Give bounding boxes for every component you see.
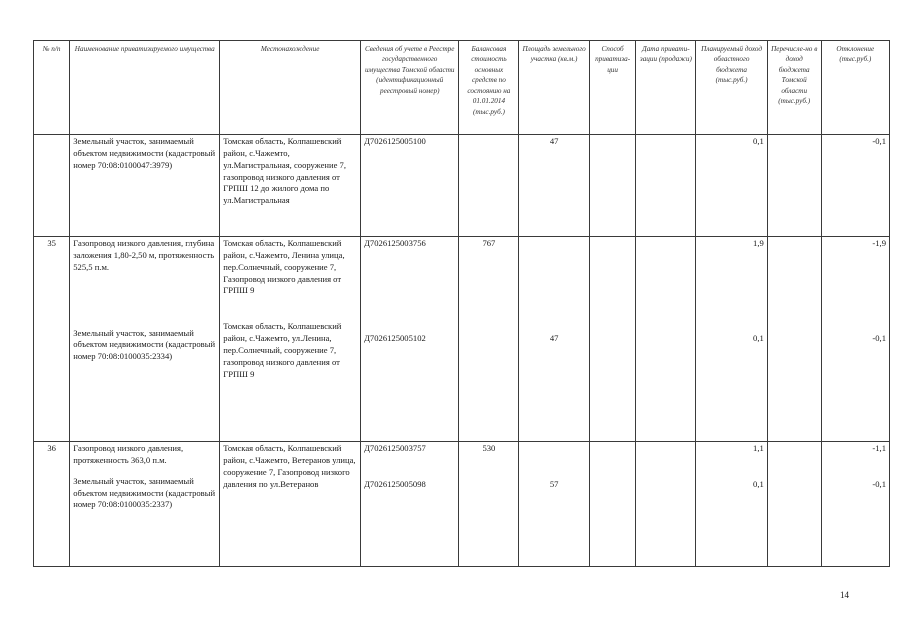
cell-num <box>34 135 70 237</box>
header-num: № п/п <box>34 41 70 135</box>
cell-book-value: 767 <box>459 237 519 442</box>
item-deviation: -1,1 <box>872 443 886 453</box>
cell-deviation: -0,1 <box>821 135 889 237</box>
cell-area: 47 <box>519 135 589 237</box>
item-area <box>522 238 585 250</box>
cell-transferred <box>767 135 821 237</box>
item-location: Томская область, Колпашевский район, с.Чажемто, ул.Ленина, пер.Солнечный, сооружение 7, газопровод низкого давления от ГРПШ 9 <box>223 321 342 379</box>
cell-method <box>589 442 636 567</box>
cell-area <box>519 442 589 567</box>
table-row <box>34 442 890 567</box>
cell-book-value <box>459 135 519 237</box>
item-deviation: -0,1 <box>872 332 886 343</box>
cell-date <box>636 442 696 567</box>
cell-name <box>70 442 220 567</box>
cell-date <box>636 237 696 442</box>
item-income: 1,9 <box>753 238 764 248</box>
cell-transferred <box>767 442 821 567</box>
cell-planned-income <box>696 442 767 567</box>
header-planned-income: Планируемый доход областного бюджета (тыс.руб.) <box>696 41 767 135</box>
cell-location: Томская область, Колпашевский район, с.Чажемто, Ветеранов улица, сооружение 7, Газопровод низкого давления по ул.Ветеранов <box>220 442 361 567</box>
table-header-row <box>34 41 890 135</box>
item-name: Газопровод низкого давления, протяженность 363,0 п.м. <box>73 443 184 465</box>
header-method: Способ приватиза-ции <box>589 41 636 135</box>
header-area: Площадь земельного участка (кв.м.) <box>519 41 589 135</box>
item-income: 1,1 <box>753 443 764 453</box>
cell-planned-income <box>696 237 767 442</box>
cell-transferred <box>767 237 821 442</box>
table-row <box>34 237 890 442</box>
item-area: 47 <box>549 333 559 343</box>
header-name: Наименование приватизируемого имущества <box>70 41 220 135</box>
cell-planned-income: 0,1 <box>696 135 767 237</box>
privatization-table <box>33 40 890 567</box>
cell-method <box>589 135 636 237</box>
item-name: Газопровод низкого давления, глубина заложения 1,80-2,50 м, протяженность 525,5 п.м. <box>73 238 215 272</box>
header-deviation: Отклонение (тыс.руб.) <box>821 41 889 135</box>
item-deviation: -0,1 <box>872 478 886 489</box>
item-area: 57 <box>549 479 559 489</box>
cell-method <box>589 237 636 442</box>
item-registry: Д7026125005102 <box>364 332 426 343</box>
item-registry: Д7026125003757 <box>364 443 426 453</box>
cell-registry <box>361 442 459 567</box>
cell-num: 35 <box>34 237 70 442</box>
item-registry: Д7026125003756 <box>364 238 426 248</box>
header-book-value: Балансовая стоимость основных средств по состоянию на 01.01.2014 (тыс.руб.) <box>459 41 519 135</box>
item-deviation: -1,9 <box>872 238 886 248</box>
header-transferred: Перечисле-но в доход бюджета Томской области (тыс.руб.) <box>767 41 821 135</box>
table-row <box>34 135 890 237</box>
page-number: 14 <box>840 590 849 600</box>
item-income: 0,1 <box>753 478 764 489</box>
cell-name: Земельный участок, занимаемый объектом недвижимости (кадастровый номер 70:08:0100047:3979) <box>70 135 220 237</box>
cell-registry <box>361 237 459 442</box>
cell-registry: Д7026125005100 <box>361 135 459 237</box>
item-name: Земельный участок, занимаемый объектом недвижимости (кадастровый номер 70:08:0100035:2334) <box>73 327 216 362</box>
item-registry: Д7026125005098 <box>364 478 426 489</box>
cell-book-value: 530 <box>459 442 519 567</box>
cell-deviation <box>821 442 889 567</box>
header-registry: Сведения об учете в Реестре государственного имущества Томской области (идентификационный реестровый номер) <box>361 41 459 135</box>
cell-deviation <box>821 237 889 442</box>
cell-name <box>70 237 220 442</box>
item-income: 0,1 <box>753 332 764 343</box>
cell-date <box>636 135 696 237</box>
cell-location: Томская область, Колпашевский район, с.Чажемто, ул.Магистральная, сооружение 7, газопровод низкого давления от ГРПШ 12 до жилого дома по ул.Магистральная <box>220 135 361 237</box>
header-date: Дата привати-зации (продажи) <box>636 41 696 135</box>
cell-num: 36 <box>34 442 70 567</box>
header-location: Местонахождение <box>220 41 361 135</box>
item-name: Земельный участок, занимаемый объектом недвижимости (кадастровый номер 70:08:0100035:2337) <box>73 475 216 510</box>
cell-location <box>220 237 361 442</box>
cell-area <box>519 237 589 442</box>
item-location: Томская область, Колпашевский район, с.Чажемто, Ленина улица, пер.Солнечный, сооружение 7, Газопровод низкого давления от ГРПШ 9 <box>223 238 345 296</box>
